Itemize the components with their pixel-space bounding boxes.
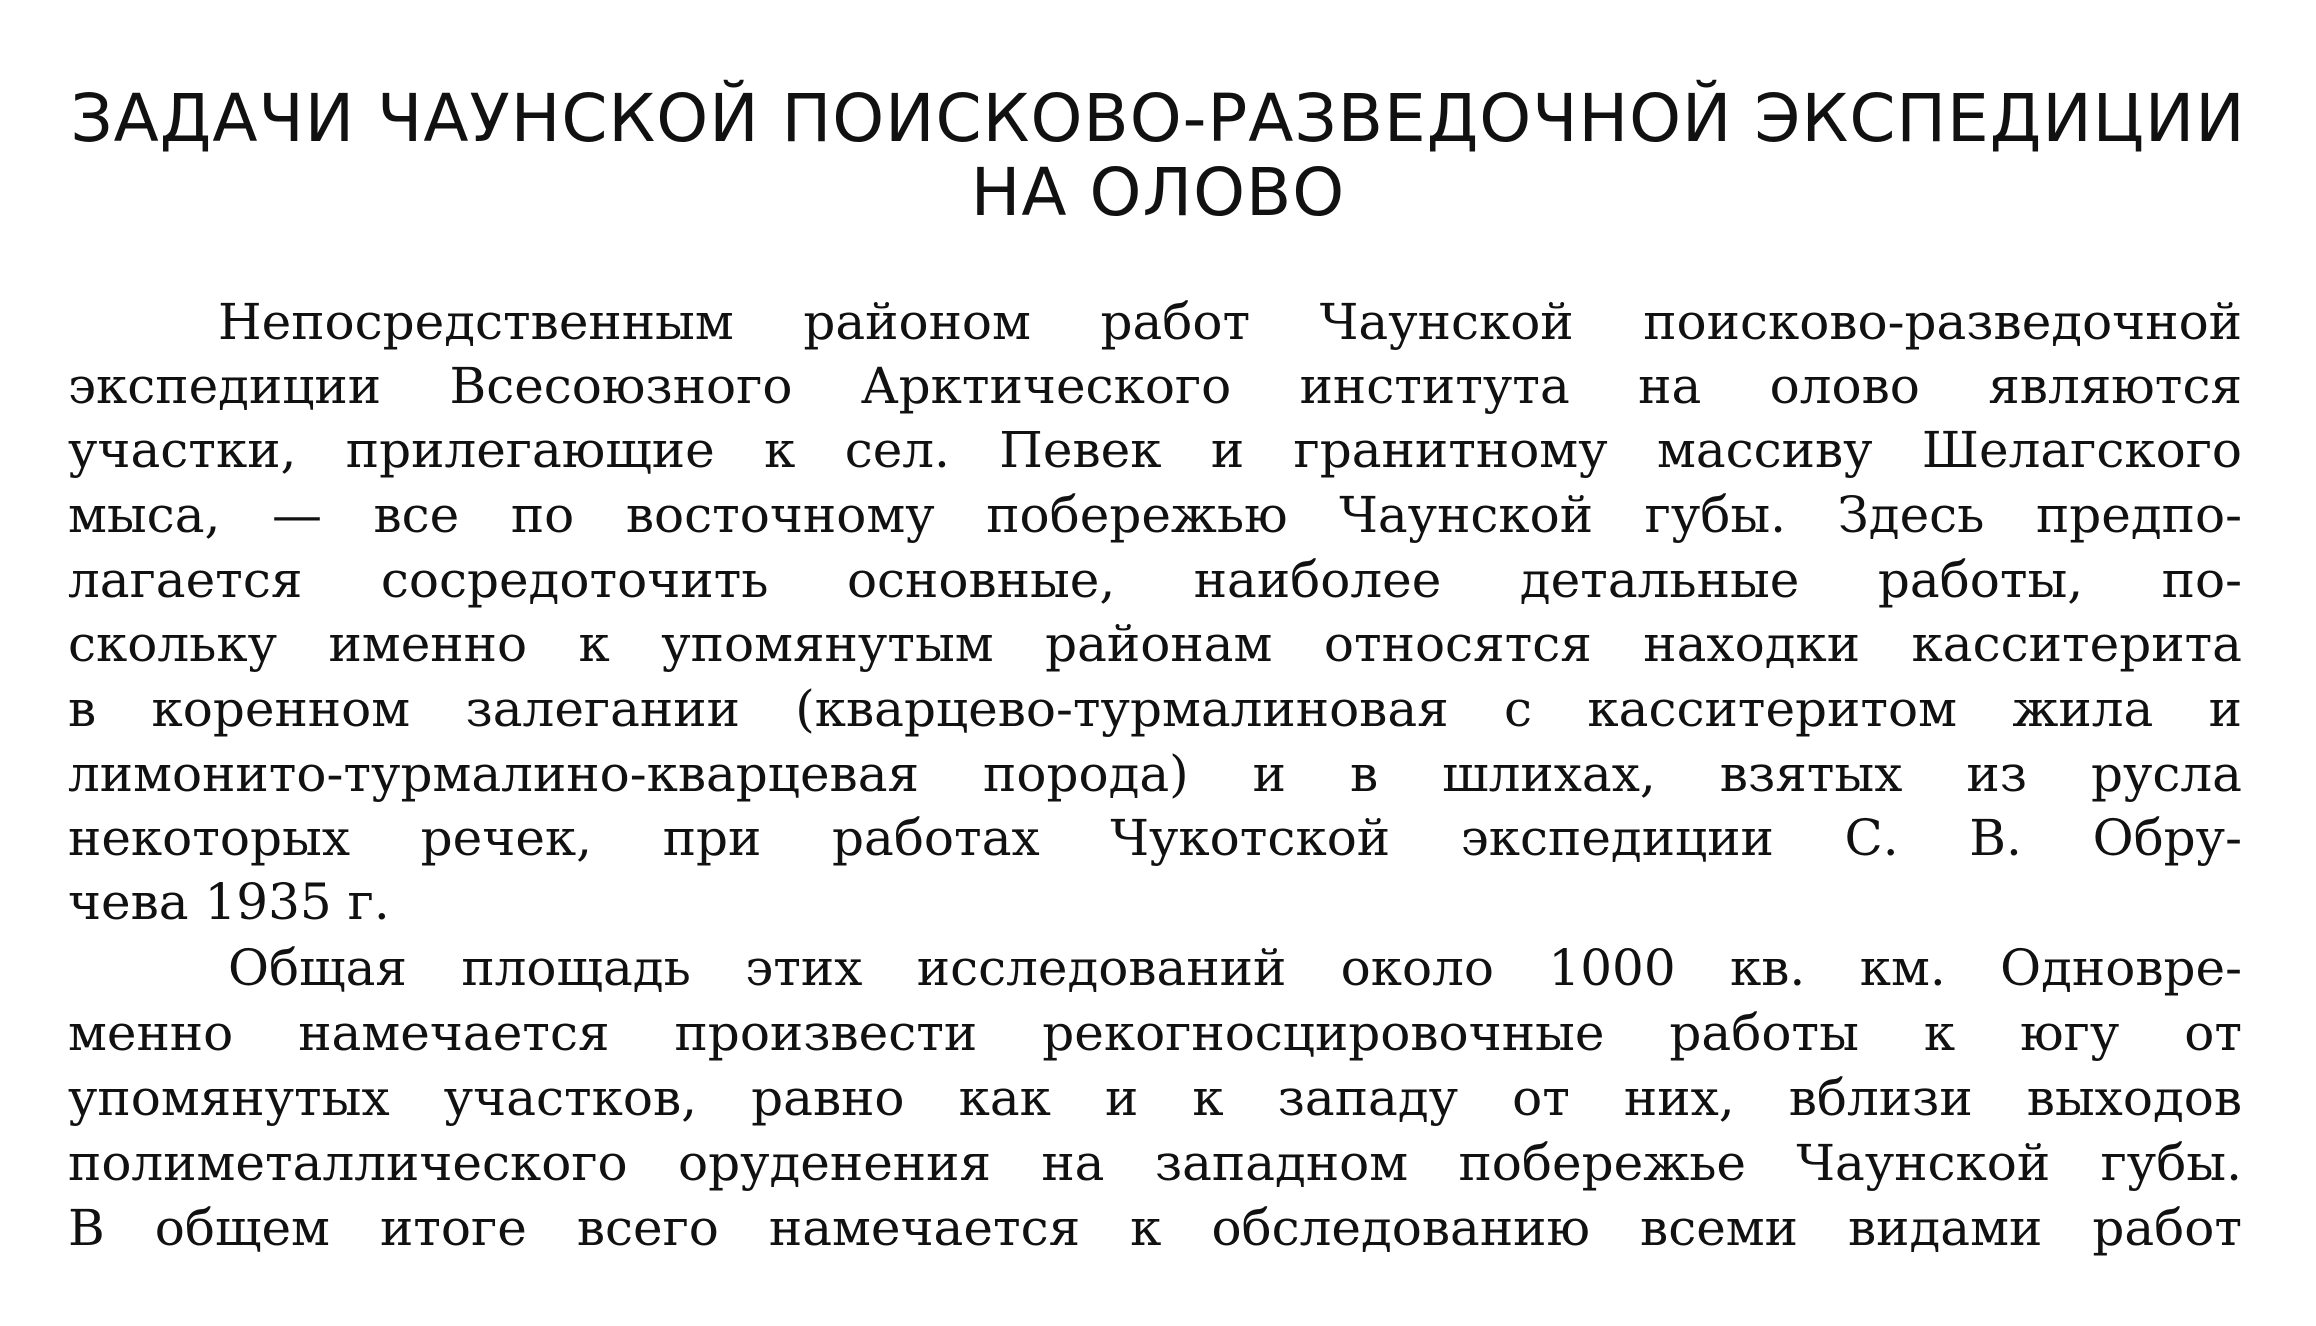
paragraph-1-line-10: чева 1935 г. bbox=[68, 873, 390, 931]
paragraph-1-line-8: лимонито-турмалино-кварцевая порода) и в шлихах, взятых из русла bbox=[68, 745, 2242, 803]
paragraph-1-line-9: некоторых речек, при работах Чукотской экспедиции С. В. Обру- bbox=[68, 809, 2242, 867]
paragraph-2-line-1: Общая площадь этих исследований около 1000 кв. км. Одновре- bbox=[228, 939, 2242, 997]
paragraph-2-line-5: В общем итоге всего намечается к обследованию всеми видами работ bbox=[68, 1199, 2242, 1257]
paragraph-1-line-7: в коренном залегании (кварцево-турмалиновая с касситеритом жила и bbox=[68, 680, 2242, 738]
paragraph-2-line-3: упомянутых участков, равно как и к западу от них, вблизи выходов bbox=[68, 1069, 2242, 1127]
article-title-line-2: НА ОЛОВО bbox=[970, 154, 1346, 231]
paragraph-1-line-1: Непосредственным районом работ Чаунской поисково-разведочной bbox=[218, 293, 2242, 351]
paragraph-1-line-4: мыса, — все по восточному побережью Чаунской губы. Здесь предпо- bbox=[68, 486, 2242, 544]
paragraph-1-line-2: экспедиции Всесоюзного Арктического института на олово являются bbox=[68, 357, 2242, 415]
paragraph-1-line-5: лагается сосредоточить основные, наиболее детальные работы, по- bbox=[68, 551, 2242, 609]
paragraph-1-line-6: скольку именно к упомянутым районам относятся находки касситерита bbox=[68, 615, 2242, 673]
paragraph-2-line-4: полиметаллического оруденения на западном побережье Чаунской губы. bbox=[68, 1134, 2242, 1192]
paragraph-1-line-3: участки, прилегающие к сел. Певек и гранитному массиву Шелагского bbox=[68, 421, 2242, 479]
article-title-line-1: ЗАДАЧИ ЧАУНСКОЙ ПОИСКОВО-РАЗВЕДОЧНОЙ ЭКСПЕДИЦИИ bbox=[70, 80, 2246, 157]
paragraph-2-line-2: менно намечается произвести рекогносцировочные работы к югу от bbox=[68, 1004, 2242, 1062]
